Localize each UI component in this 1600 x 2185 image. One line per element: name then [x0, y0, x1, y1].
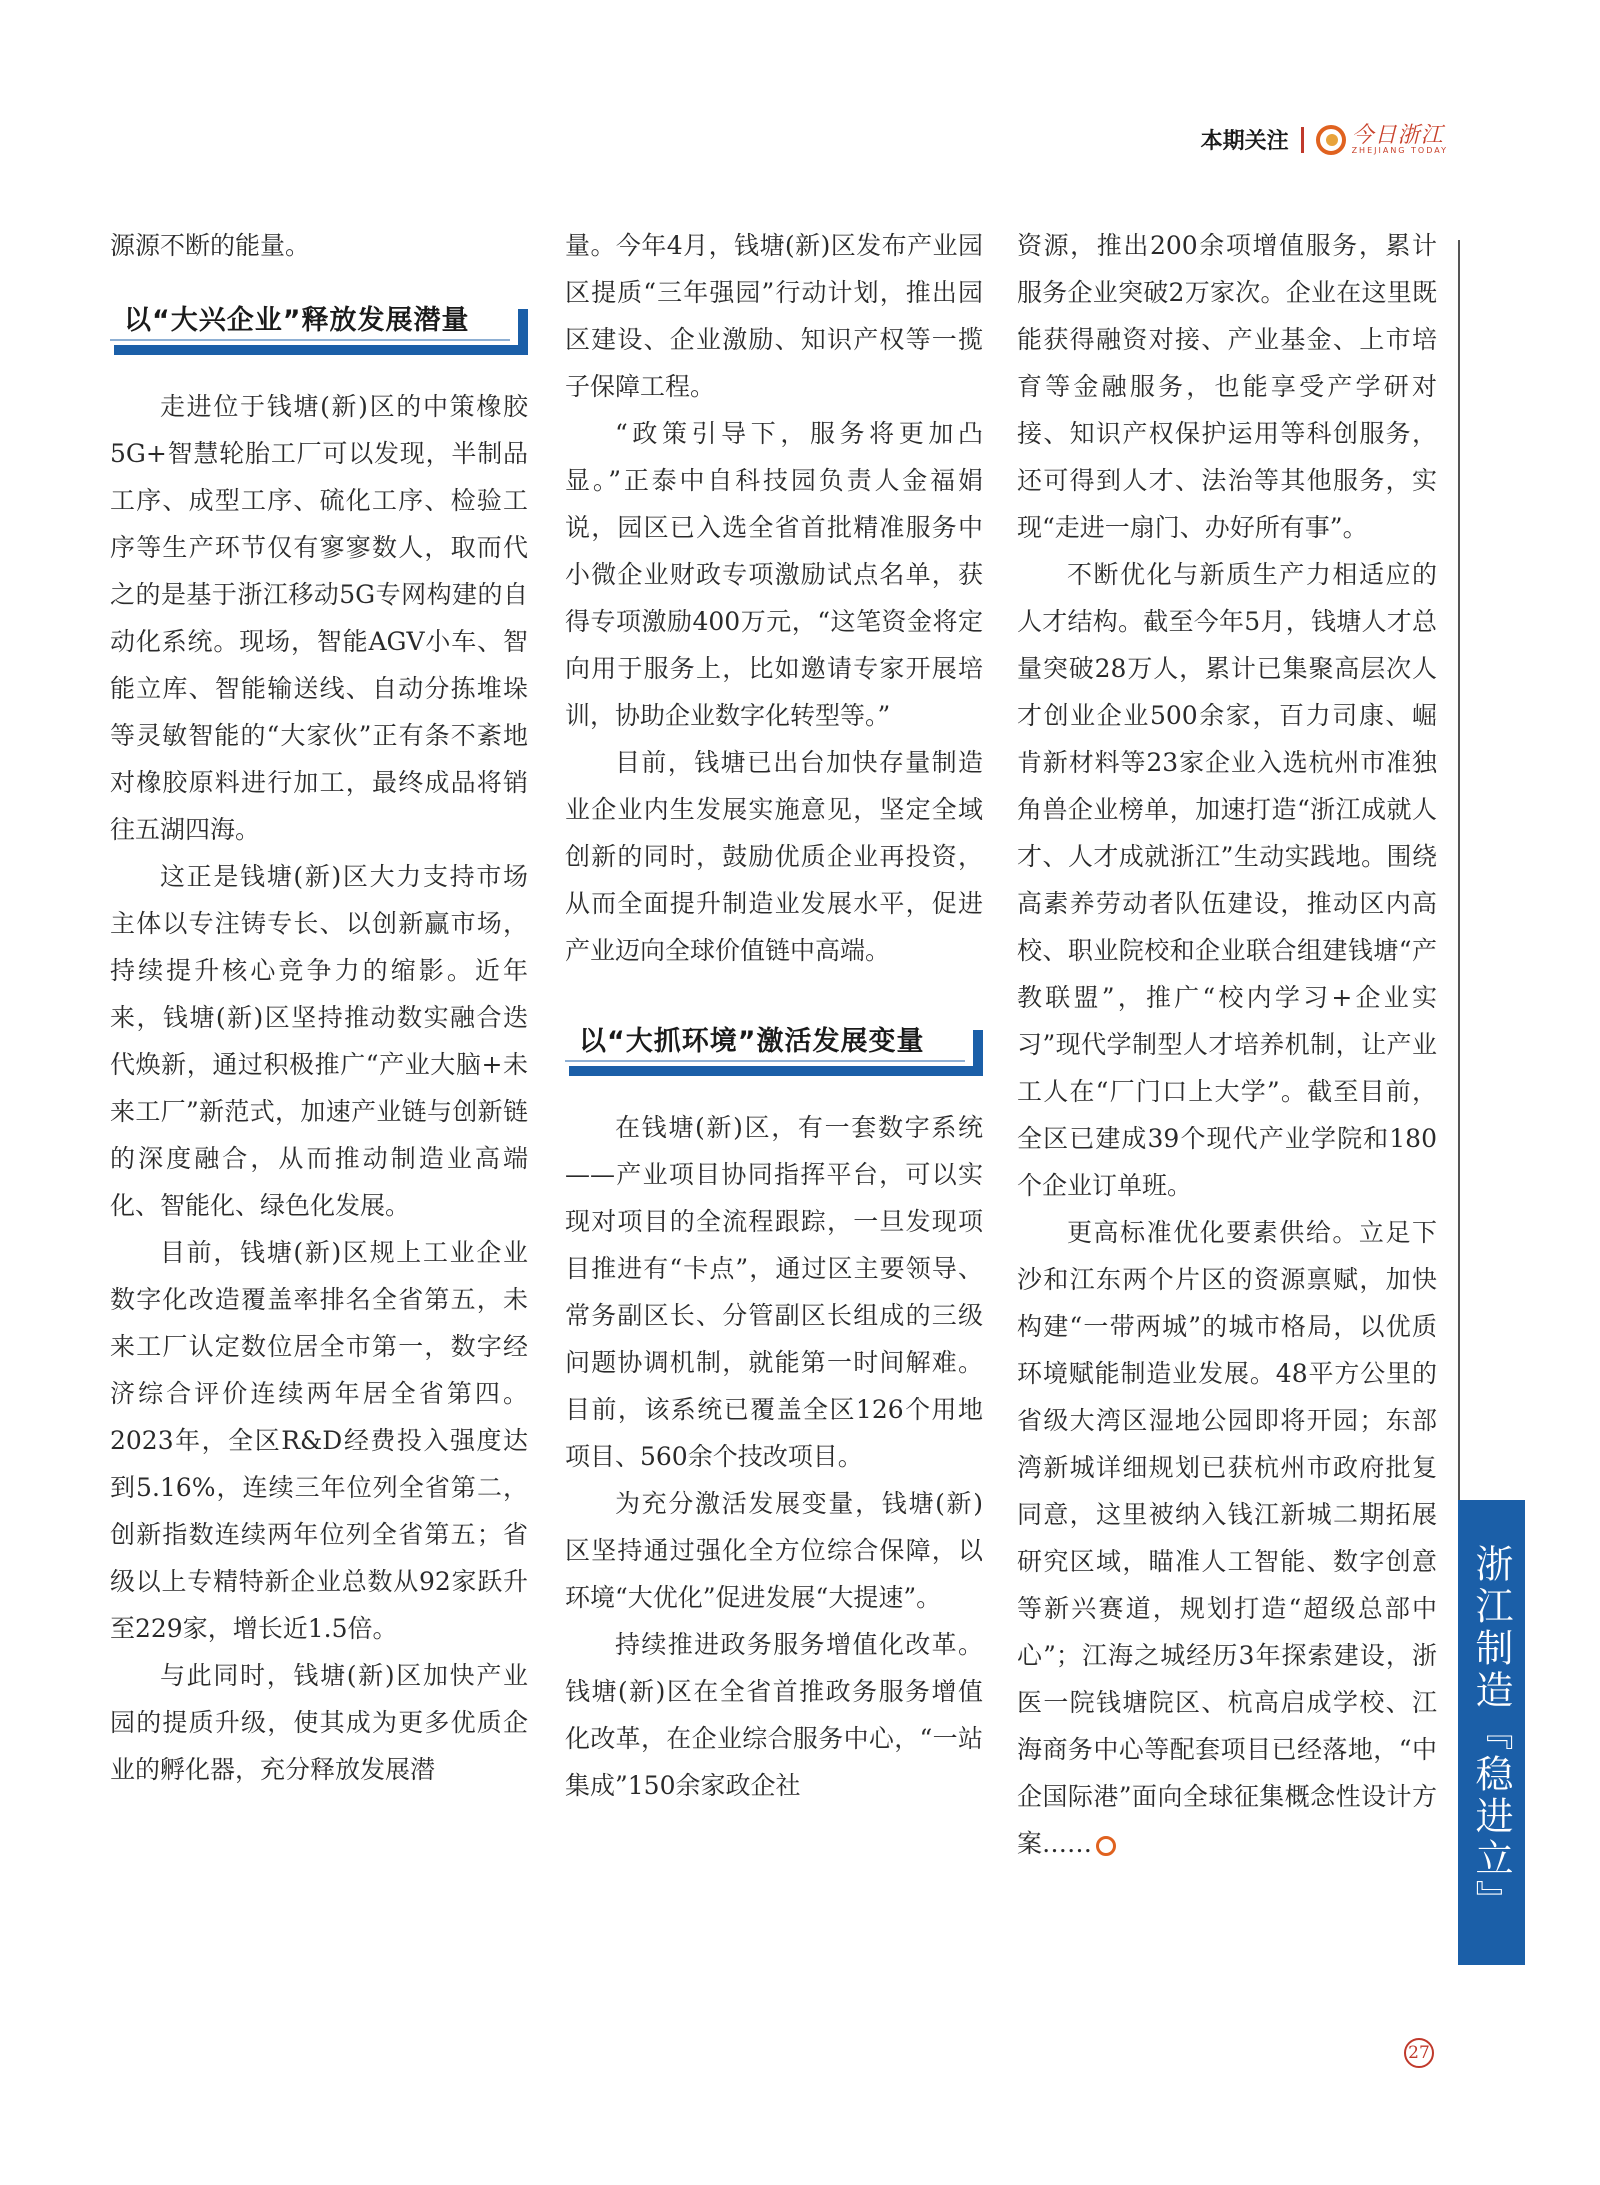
- logo-icon: [1316, 125, 1346, 155]
- section-heading-1: [110, 293, 528, 365]
- page-header: [1201, 124, 1448, 155]
- paragraph: [1017, 1209, 1437, 1867]
- series-title: 浙江制造『稳进立』: [1469, 1543, 1513, 1922]
- series-sidebar: [1458, 1500, 1525, 1965]
- paragraph: 为充分激活发展变量，钱塘(新)区坚持通过强化全方位综合保障，以环境“大优化”促进发展“大提速”。: [565, 1489, 983, 1612]
- article-column-2: [565, 222, 983, 1809]
- section-label: 本期关注: [1200, 129, 1289, 154]
- zhejiang-today-logo: [1316, 122, 1448, 155]
- logo-subtext: ZHEJIANG TODAY: [1351, 145, 1448, 155]
- logo-text: 今日浙江: [1351, 122, 1444, 148]
- column-rule: [1458, 240, 1460, 1510]
- page-number: 27: [1404, 2038, 1434, 2068]
- paragraph: 量。今年4月，钱塘(新)区发布产业园区提质“三年强园”行动计划，推出园区建设、企业激励、知识产权等一揽子保障工程。: [565, 231, 983, 401]
- article-column-3: [1017, 222, 1437, 1867]
- paragraph: 不断优化与新质生产力相适应的人才结构。截至今年5月，钱塘人才总量突破28万人，累计已集聚高层次人才创业企业500余家，百力司康、崛肯新材料等23家企业入选杭州市准独角兽企业榜单，加速打造“浙江成就人才、人才成就浙江”生动实践地。围绕高素养劳动者队伍建设，推动区内高校、职业院校和企业联合组建钱塘“产教联盟”，推广“校内学习+企业实习”现代学制型人才培养机制，让产业工人在“厂门口上大学”。截至目前，全区已建成39个现代产业学院和180个企业订单班。: [1017, 560, 1437, 1200]
- paragraph: 在钱塘(新)区，有一套数字系统——产业项目协同指挥平台，可以实现对项目的全流程跟踪，一旦发现项目推进有“卡点”，通过区主要领导、常务副区长、分管副区长组成的三级问题协调机制，就能第一时间解难。目前，该系统已覆盖全区126个用地项目、560余个技改项目。: [565, 1113, 983, 1471]
- paragraph: 与此同时，钱塘(新)区加快产业园的提质升级，使其成为更多优质企业的孵化器，充分释放发展潜: [110, 1661, 528, 1784]
- paragraph: “政策引导下，服务将更加凸显。”正泰中自科技园负责人金福娟说，园区已入选全省首批精准服务中小微企业财政专项激励试点名单，获得专项激励400万元，“这笔资金将定向用于服务上，比如邀请专家开展培训，协助企业数字化转型等。”: [565, 419, 983, 730]
- paragraph: 这正是钱塘(新)区大力支持市场主体以专注铸专长、以创新赢市场，持续提升核心竞争力的缩影。近年来，钱塘(新)区坚持推动数实融合迭代焕新，通过积极推广“产业大脑+未来工厂”新范式，加速产业链与创新链的深度融合，从而推动制造业高端化、智能化、绿色化发展。: [110, 862, 528, 1220]
- paragraph: 目前，钱塘已出台加快存量制造业企业内生发展实施意见，坚定全域创新的同时，鼓励优质企业再投资，从而全面提升制造业发展水平，促进产业迈向全球价值链中高端。: [565, 748, 983, 965]
- paragraph: 持续推进政务服务增值化改革。钱塘(新)区在全省首推政务服务增值化改革，在企业综合服务中心，“一站集成”150余家政企社: [565, 1630, 983, 1800]
- end-mark-icon: [1096, 1836, 1116, 1856]
- section-heading-2: [565, 1014, 983, 1086]
- paragraph: 源源不断的能量。: [110, 231, 311, 260]
- paragraph: 资源，推出200余项增值服务，累计服务企业突破2万家次。企业在这里既能获得融资对接、产业基金、上市培育等金融服务，也能享受产学研对接、知识产权保护运用等科创服务，还可得到人才、法治等其他服务，实现“走进一扇门、办好所有事”。: [1017, 231, 1437, 542]
- section-heading-text: 以“大抓环境”激活发展变量: [579, 1026, 925, 1057]
- header-divider: [1301, 127, 1304, 153]
- article-column-1: [110, 222, 528, 1793]
- paragraph-text: 更高标准优化要素供给。立足下沙和江东两个片区的资源禀赋，加快构建“一带两城”的城市格局，以优质环境赋能制造业发展。48平方公里的省级大湾区湿地公园即将开园；东部湾新城详细规划已获杭州市政府批复同意，这里被纳入钱江新城二期拓展研究区域，瞄准人工智能、数字创意等新兴赛道，规划打造“超级总部中心”；江海之城经历3年探索建设，浙医一院钱塘院区、杭高启成学校、江海商务中心等配套项目已经落地，“中企国际港”面向全球征集概念性设计方案……: [1017, 1218, 1437, 1858]
- paragraph: 走进位于钱塘(新)区的中策橡胶5G+智慧轮胎工厂可以发现，半制品工序、成型工序、硫化工序、检验工序等生产环节仅有寥寥数人，取而代之的是基于浙江移动5G专网构建的自动化系统。现场，智能AGV小车、智能立库、智能输送线、自动分拣堆垛等灵敏智能的“大家伙”正有条不紊地对橡胶原料进行加工，最终成品将销往五湖四海。: [110, 392, 528, 844]
- section-heading-text: 以“大兴企业”释放发展潜量: [124, 305, 470, 336]
- paragraph: 目前，钱塘(新)区规上工业企业数字化改造覆盖率排名全省第五，未来工厂认定数位居全市第一，数字经济综合评价连续两年居全省第四。2023年，全区R&D经费投入强度达到5.16%，连续三年位列全省第二，创新指数连续两年位列全省第五；省级以上专精特新企业总数从92家跃升至229家，增长近1.5倍。: [110, 1238, 528, 1643]
